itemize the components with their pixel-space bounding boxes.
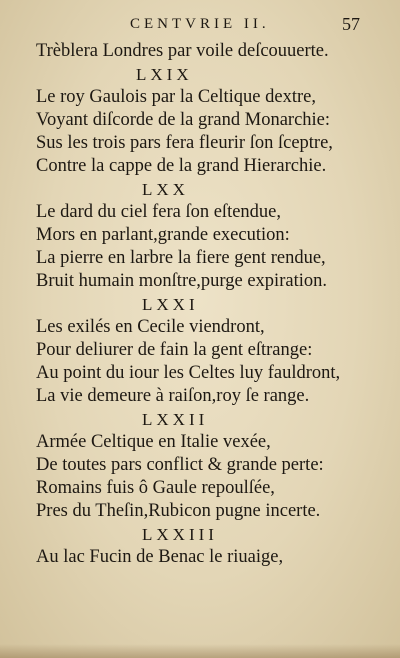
verse-line: De toutes pars conflict & grande perte: bbox=[36, 455, 324, 475]
verse-line: Voyant diſcorde de la grand Monarchie: bbox=[36, 110, 331, 130]
verse-line: Pres du Theſin,Rubicon pugne incerte. bbox=[36, 501, 321, 521]
verse-line: Le roy Gaulois par la Celtique dextre, bbox=[36, 87, 316, 107]
verse-line: Mors en parlant,grande execution: bbox=[36, 225, 290, 245]
verse-line: Bruit humain monſtre,purge expiration. bbox=[36, 271, 327, 291]
verse-line: Au point du iour les Celtes luy fauldront, bbox=[36, 363, 341, 383]
verse-line: Romains fuis ô Gaule repoulſée, bbox=[36, 478, 275, 498]
quatrain-numeral-70: LXX bbox=[142, 180, 189, 199]
page-edge-shadow bbox=[0, 644, 400, 658]
verse-line: Contre la cappe de la grand Hierarchie. bbox=[36, 156, 327, 176]
verse-line: La vie demeure à raiſon,roy ſe range. bbox=[36, 386, 310, 406]
page-number: 57 bbox=[342, 14, 360, 34]
verse-line: Pour deliurer de fain la gent eſtrange: bbox=[36, 340, 313, 360]
verse-line: Armée Celtique en Italie vexée, bbox=[36, 432, 271, 452]
verse-line: Au lac Fucin de Benac le riuaige, bbox=[36, 547, 284, 567]
quatrain-numeral-73: LXXIII bbox=[142, 525, 218, 544]
verse-block bbox=[36, 40, 386, 569]
verse-line: Les exilés en Cecile viendront, bbox=[36, 317, 265, 337]
verse-line: Sus les trois pars fera fleurir ſon ſceptre, bbox=[36, 133, 333, 153]
page-header bbox=[0, 14, 400, 38]
verse-line: Le dard du ciel fera ſon eſtendue, bbox=[36, 202, 282, 222]
verse-line: Trèblera Londres par voile deſcouuerte. bbox=[36, 41, 329, 61]
quatrain-numeral-71: LXXI bbox=[142, 295, 199, 314]
quatrain-numeral-69: LXIX bbox=[136, 65, 193, 84]
verse-line: La pierre en larbre la fiere gent rendue, bbox=[36, 248, 326, 268]
running-head: CENTVRIE II. bbox=[130, 16, 270, 32]
quatrain-numeral-72: LXXII bbox=[142, 410, 209, 429]
